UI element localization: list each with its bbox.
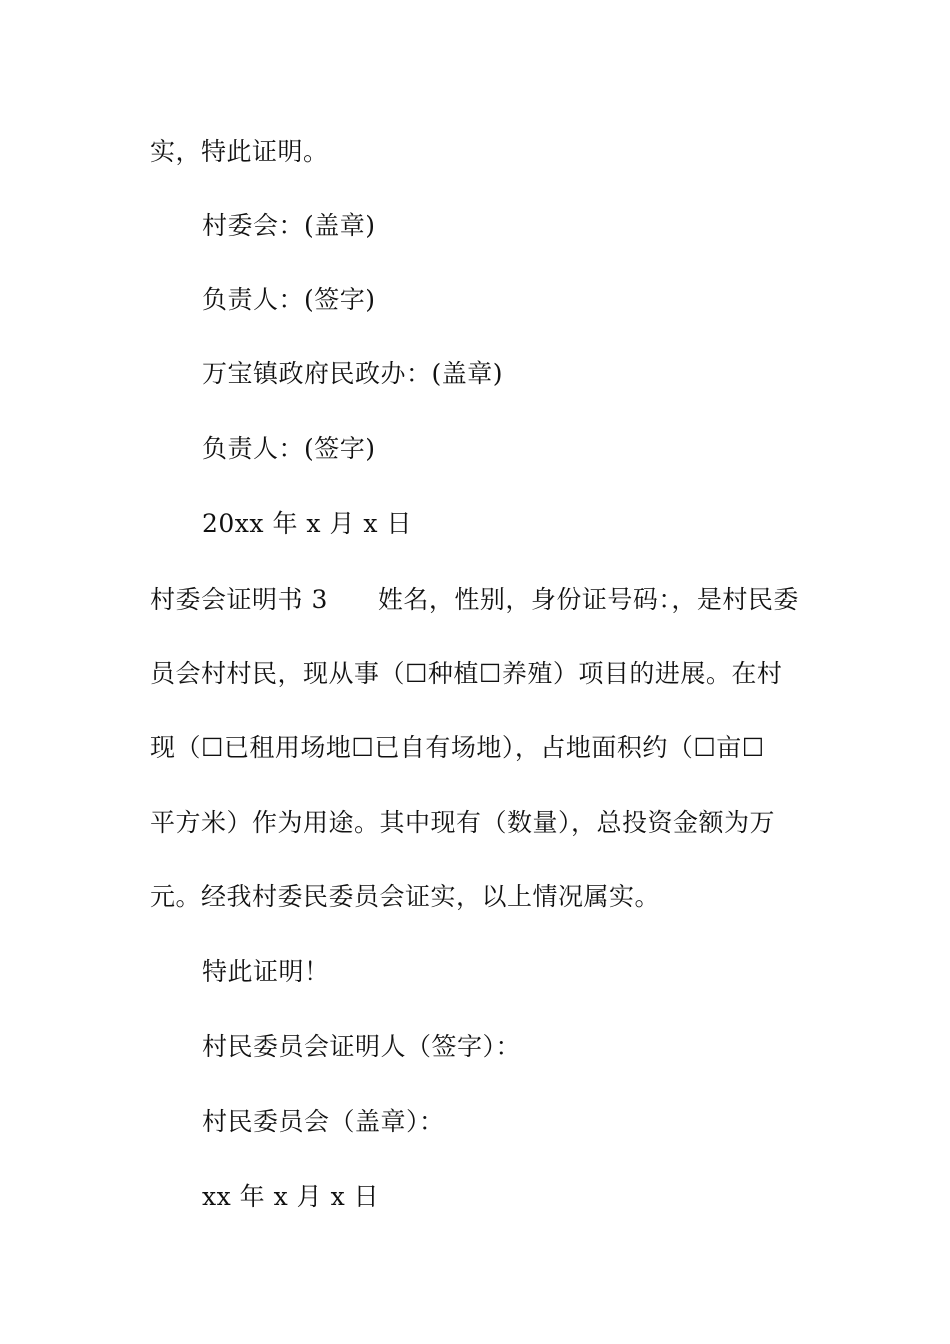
body-text-line: 平方米）作为用途。其中现有（数量），总投资金额为万	[150, 808, 776, 837]
body-text-start: 姓名，性别，身份证号码：，是村民委	[377, 585, 799, 614]
date-line-2: xx 年 x 月 x 日	[202, 1182, 380, 1211]
section-heading-row	[150, 585, 810, 615]
committee-seal-line: 村民委员会（盖章）：	[202, 1107, 445, 1136]
witness-signature-line: 村民委员会证明人（签字）：	[202, 1032, 522, 1061]
body-text-line: 现（☐已租用场地☐已自有场地），占地面积约（☐亩☐	[150, 733, 765, 762]
date-line: 20xx 年 x 月 x 日	[202, 509, 412, 538]
paragraph-ending: 实，特此证明。	[150, 137, 329, 166]
person-in-charge-signature-line-2: 负责人：(签字)	[202, 434, 376, 463]
town-civil-affairs-seal-line: 万宝镇政府民政办：(盖章)	[202, 359, 504, 388]
section-heading: 村委会证明书 3	[150, 585, 328, 614]
closing-statement: 特此证明！	[202, 957, 330, 986]
person-in-charge-signature-line: 负责人：(签字)	[202, 285, 376, 314]
body-text-line: 员会村村民，现从事（☐种植☐养殖）项目的进展。在村	[150, 659, 783, 688]
body-text-line: 元。经我村委民委员会证实，以上情况属实。	[150, 882, 661, 911]
village-committee-seal-line: 村委会：(盖章)	[202, 211, 376, 240]
